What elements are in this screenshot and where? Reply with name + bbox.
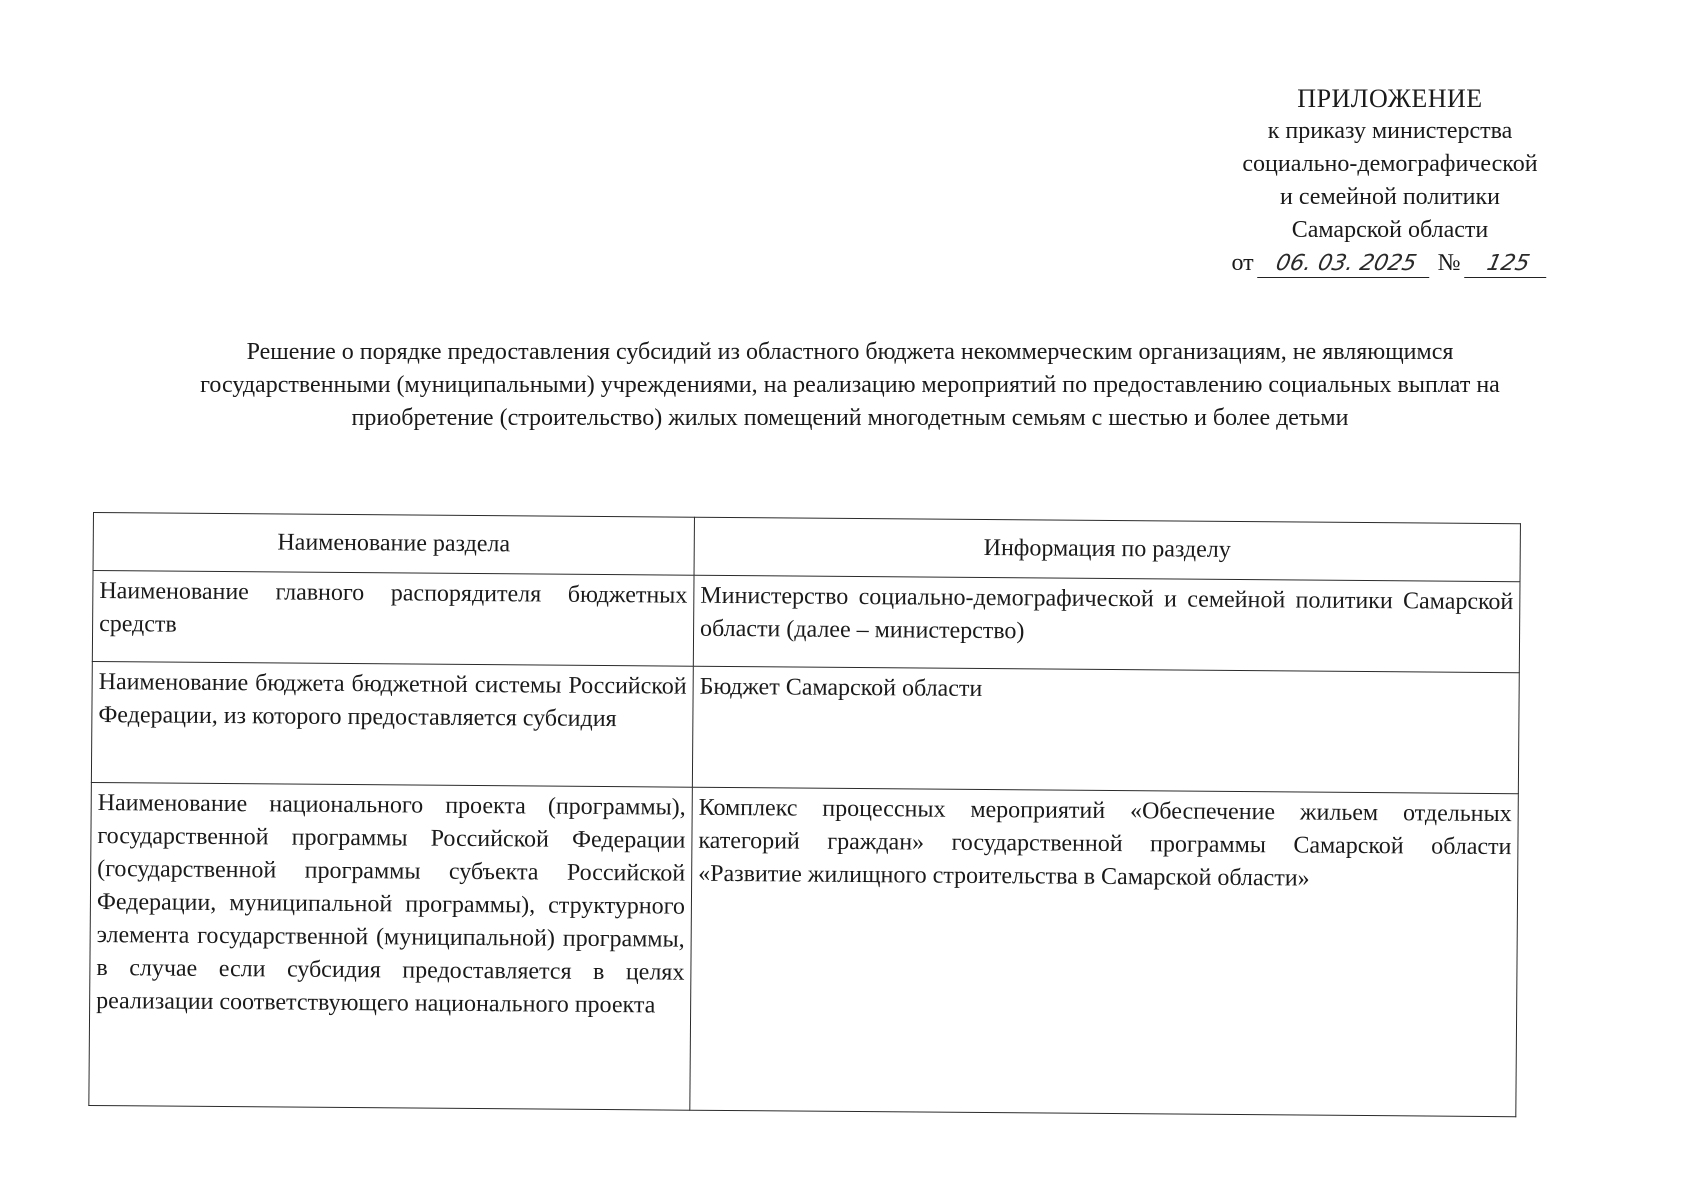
- appendix-line: и семейной политики: [1280, 184, 1500, 210]
- number-label: №: [1437, 250, 1461, 276]
- table-row: [89, 782, 1518, 1116]
- section-name-cell: Наименование главного распорядителя бюджетных средств: [92, 571, 694, 667]
- handwritten-date: 06. 03. 2025: [1257, 251, 1435, 278]
- section-info-cell: Комплекс процессных мероприятий «Обеспечение жильем отдельных категорий граждан» государственной программы Самарской области «Развитие жилищного строительства в Самарской области»: [690, 787, 1519, 1116]
- appendix-header: [1150, 82, 1630, 280]
- section-name-cell: Наименование бюджета бюджетной системы Российской Федерации, из которого предоставляется субсидия: [91, 661, 693, 787]
- table-row: [92, 571, 1520, 673]
- appendix-line: социально-демографической: [1242, 151, 1538, 177]
- appendix-line: к приказу министерства: [1267, 118, 1513, 144]
- handwritten-number: 125: [1464, 251, 1552, 278]
- header-section-name: Наименование раздела: [93, 513, 694, 576]
- order-date-number-line: [1231, 247, 1548, 280]
- header-section-info: Информация по разделу: [694, 517, 1520, 581]
- from-label: от: [1231, 250, 1254, 276]
- appendix-line: Самарской области: [1291, 217, 1489, 243]
- appendix-title: ПРИЛОЖЕНИЕ: [1297, 84, 1483, 113]
- document-title: Решение о порядке предоставления субсидий из областного бюджета некоммерческим организациям, не являющимся государственными (муниципальными) учреждениями, на реализацию мероприятий по предоставлению социальных выплат на приобретение (строительство) жилых помещений многодетным семьям с шестью и более детьми: [200, 339, 1500, 431]
- section-info-table: [88, 512, 1521, 1117]
- section-name-cell: Наименование национального проекта (программы), государственной программы Российской Федерации (государственной программы субъекта Российской Федерации, муниципальной программы), структурного элемента государственной (муниципальной) программы, в случае если субсидия предоставляется в целях реализации соответствующего национального проекта: [89, 782, 693, 1110]
- section-info-cell: Министерство социально-демографической и семейной политики Самарской области (далее – министерство): [693, 575, 1520, 672]
- table-row: [91, 661, 1519, 793]
- section-info-cell: Бюджет Самарской области: [692, 666, 1519, 793]
